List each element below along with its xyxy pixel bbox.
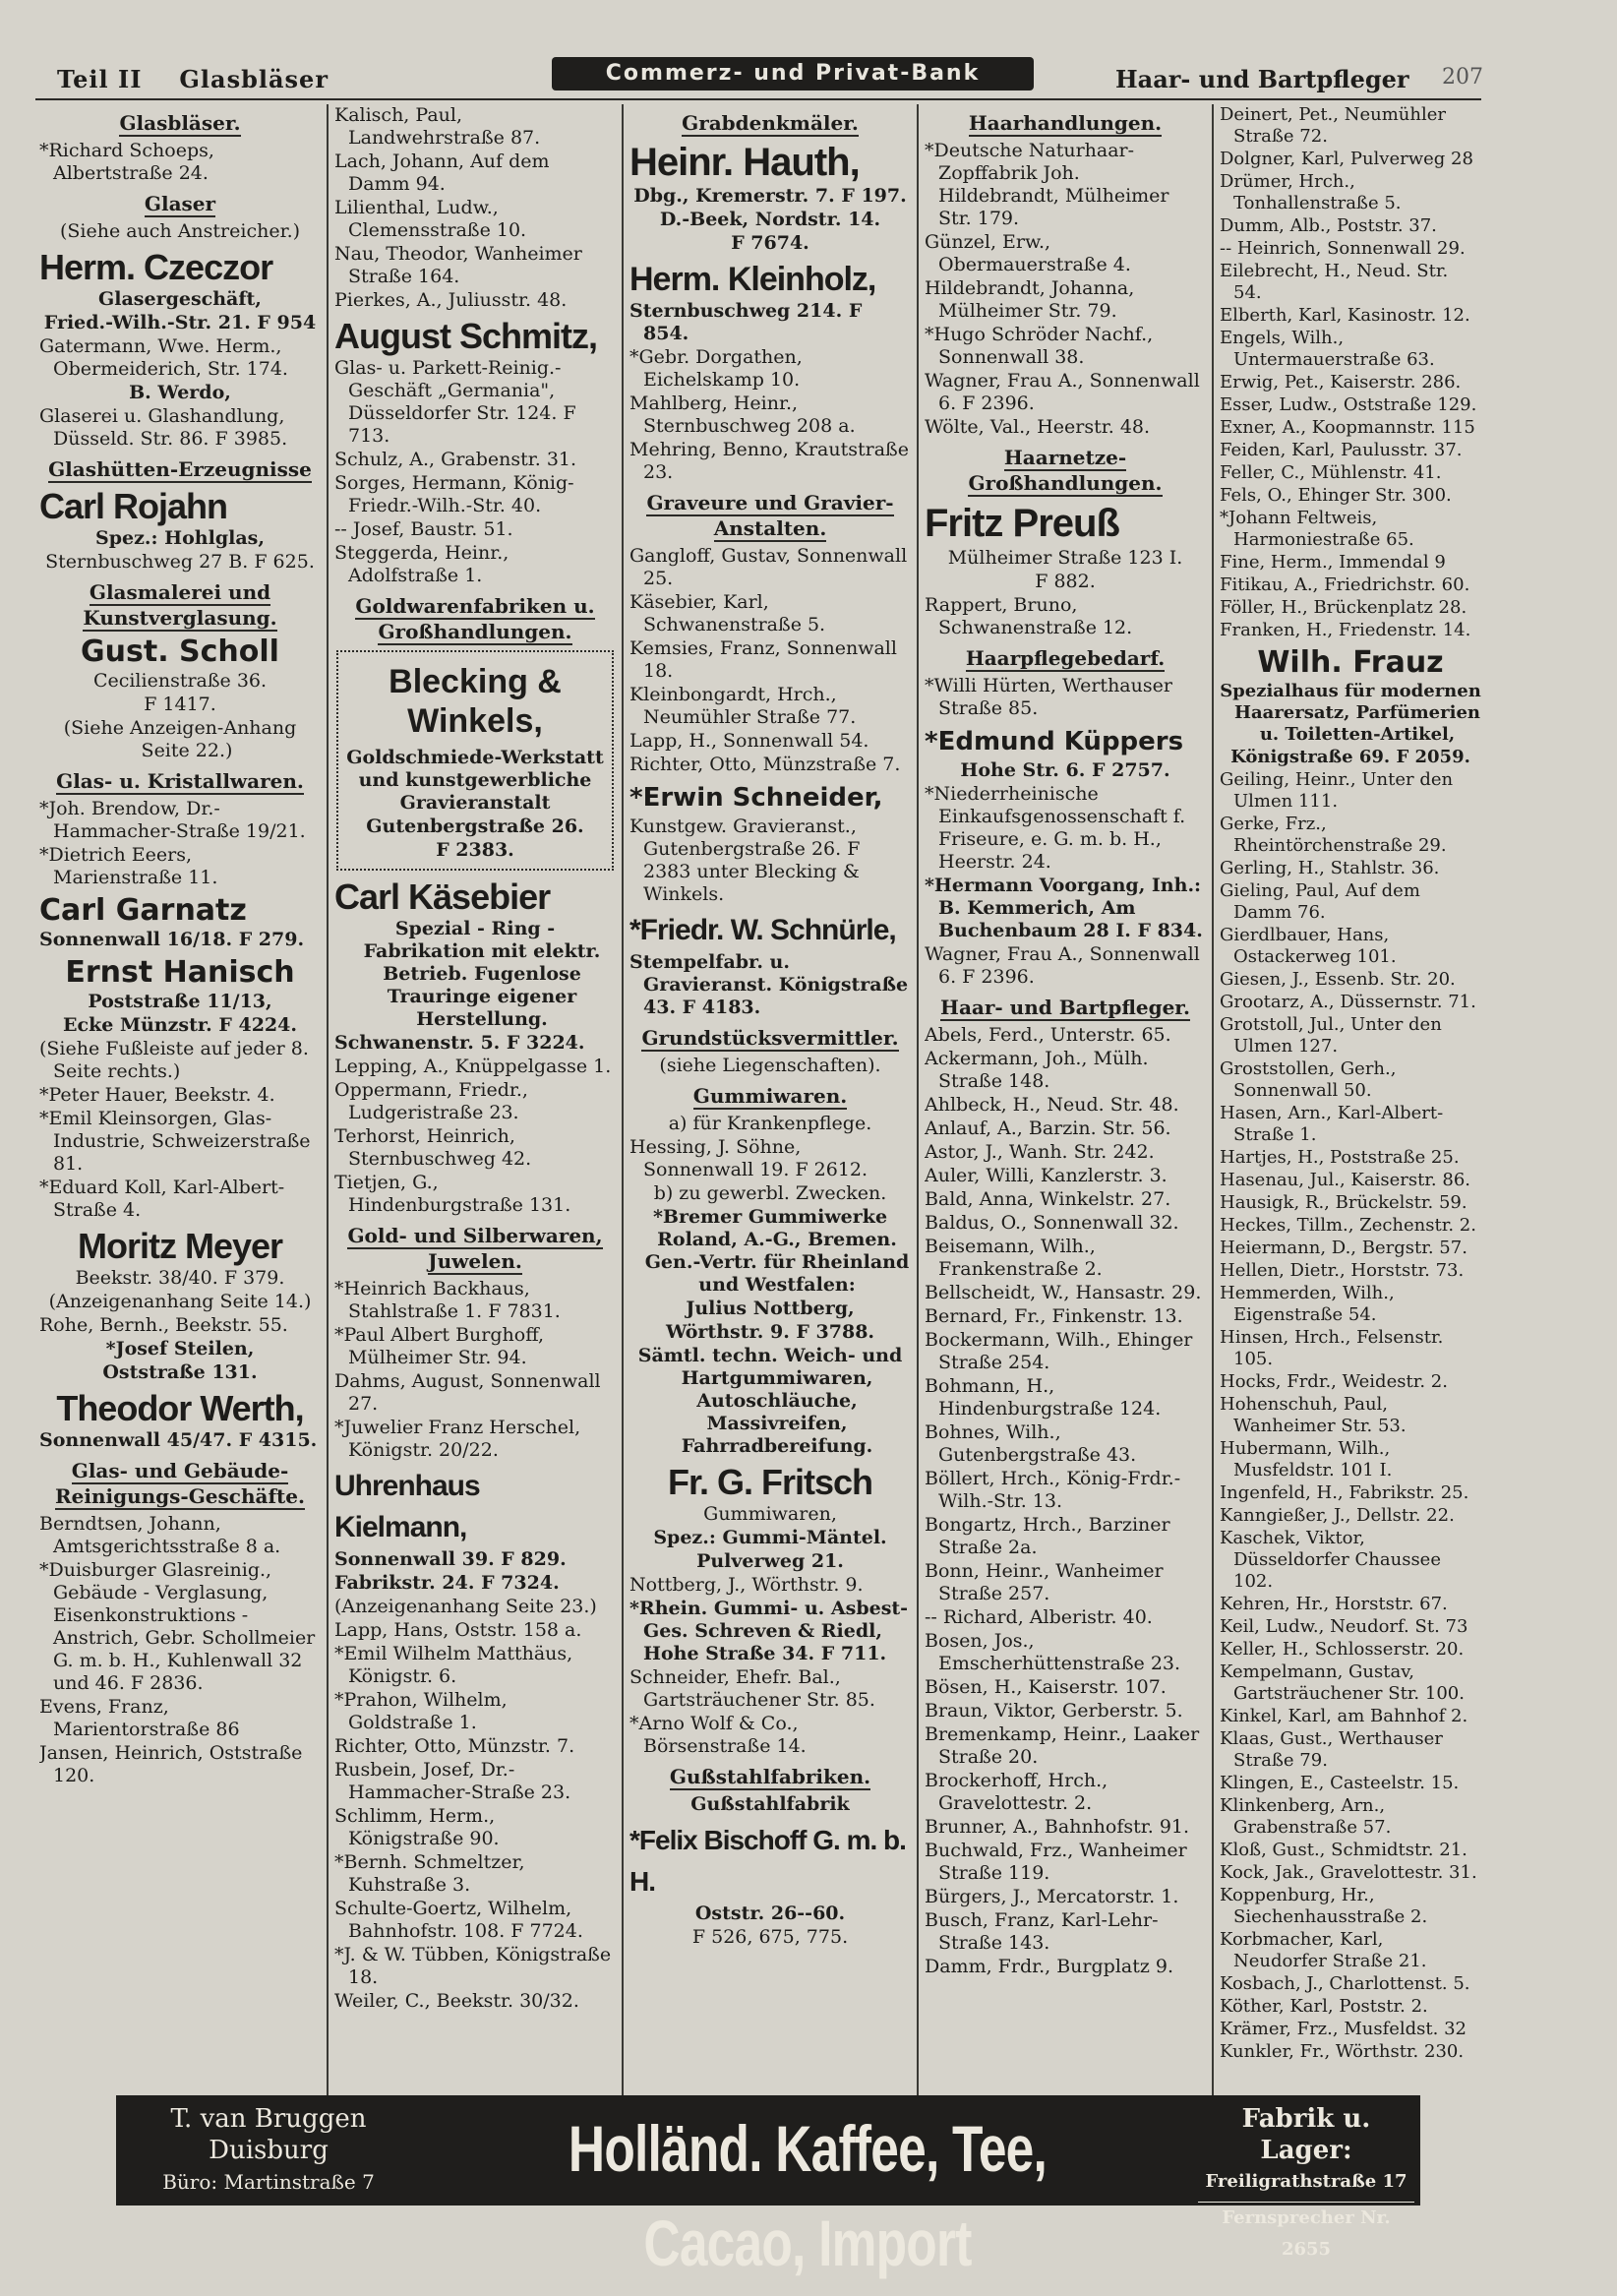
entry: Fried.-Wilh.-Str. 21. F 954 (43, 312, 317, 333)
advert-title: Blecking & Winkels, (389, 663, 562, 740)
entry: *Eduard Koll, Karl-Albert-Straße 4. (39, 1177, 285, 1221)
entry: D.-Beek, Nordstr. 14. (659, 209, 881, 230)
entry: Lepping, A., Knüppelgasse 1. (334, 1056, 612, 1077)
entry: Dumm, Alb., Poststr. 37. (1220, 215, 1437, 236)
entry: Mahlberg, Heinr., Sternbuschweg 208 a. (629, 393, 856, 437)
entry: Kunstgew. Gravieranst., Gutenbergstraße 26. F 2383 unter Blecking & Winkels. (629, 816, 861, 905)
entry: B. Werdo, (129, 382, 231, 403)
display-name: Carl Rojahn (39, 486, 228, 526)
entry: Heckes, Tillm., Zechenstr. 2. (1220, 1215, 1476, 1236)
entry: Kosbach, J., Charlottenst. 5. (1220, 1973, 1470, 1994)
entry: Gummiwaren, (703, 1503, 837, 1525)
entry: Hartjes, H., Poststraße 25. (1220, 1147, 1460, 1168)
column-5 (1220, 104, 1481, 2160)
entry: Richter, Otto, Münzstraße 7. (629, 754, 901, 775)
entry: Brunner, A., Bahnhofstr. 91. (925, 1816, 1190, 1838)
entry: *Prahon, Wilhelm, Goldstraße 1. (334, 1689, 508, 1733)
display-name: Uhrenhaus Kielmann, (334, 1470, 480, 1543)
section-heading: Haarpflegebedarf. (965, 646, 1166, 670)
entry: F 882. (1035, 571, 1096, 592)
entry: Fabrikstr. 24. F 7324. (334, 1572, 560, 1594)
entry: *Joh. Brendow, Dr.-Hammacher-Straße 19/21. (39, 798, 306, 842)
entry: Hausigk, R., Brückelstr. 59. (1220, 1192, 1467, 1213)
column-divider (1212, 104, 1214, 2160)
entry: Grootarz, A., Düssernstr. 71. (1220, 992, 1476, 1012)
entry: Oststraße 131. (102, 1361, 258, 1383)
entry: Beisemann, Wilh., Frankenstraße 2. (925, 1236, 1103, 1280)
entry: Fitikau, A., Friedrichstr. 60. (1220, 574, 1470, 595)
display-name: Theodor Werth, (56, 1388, 304, 1428)
column-divider (622, 104, 624, 2160)
entry: Lach, Johann, Auf dem Damm 94. (334, 151, 550, 195)
advert-line: Goldschmiede-Werkstatt und kunstgewerbliche Gravieranstalt (346, 747, 604, 814)
entry: (Anzeigenanhang Seite 14.) (48, 1291, 312, 1312)
entry: *Hermann Voorgang, Inh.: B. Kemmerich, Am Buchenbaum 28 I. F 834. (925, 875, 1203, 941)
entry: Ahlbeck, H., Neud. Str. 48. (925, 1094, 1179, 1116)
entry: Sonnenwall 39. F 829. (334, 1548, 567, 1570)
entry: Gangloff, Gustav, Sonnenwall 25. (629, 545, 908, 589)
column-1 (39, 104, 321, 2160)
entry: Schwanenstr. 5. F 3224. (334, 1032, 585, 1054)
entry: Bernard, Fr., Finkenstr. 13. (925, 1305, 1183, 1327)
entry: *J. & W. Tübben, Königstraße 18. (334, 1944, 612, 1988)
entry: Gerling, H., Stahlstr. 36. (1220, 858, 1440, 878)
entry: Ingenfeld, H., Fabrikstr. 25. (1220, 1482, 1469, 1503)
section-heading: Haar- und Bartpfleger. (940, 996, 1190, 1019)
entry: (Siehe Anzeigen-Anhang Seite 22.) (63, 717, 297, 761)
entry: Pulverweg 21. (696, 1550, 844, 1572)
entry: Bockermann, Wilh., Ehinger Straße 254. (925, 1329, 1193, 1373)
entry: Pierkes, A., Juliusstr. 48. (334, 289, 568, 311)
entry: *Niederrheinische Einkaufsgenossenschaft f. Friseure, e. G. m. b. H., Heerstr. 24. (925, 783, 1186, 873)
entry: Kemsies, Franz, Sonnenwall 18. (629, 637, 897, 682)
entry: Glaserei u. Glashandlung, Düsseld. Str. 86. F 3985. (39, 405, 288, 450)
entry: Schlimm, Herm., Königstraße 90. (334, 1805, 500, 1849)
advert-box (336, 650, 614, 871)
entry: Spez.: Gummi-Mäntel. (653, 1527, 887, 1548)
entry: Sternbuschweg 27 B. F 625. (45, 551, 315, 573)
entry: Hellen, Dietr., Horststr. 73. (1220, 1260, 1465, 1281)
entry: Evens, Franz, Marientorstraße 86 (39, 1696, 240, 1740)
page-number: 207 (1442, 65, 1483, 90)
display-name: Herm. Czeczor (39, 247, 273, 287)
display-name: *Felix Bischoff G. m. b. H. (629, 1825, 906, 1897)
entry: F 7674. (731, 232, 809, 254)
entry: *Hugo Schröder Nachf., Sonnenwall 38. (925, 324, 1154, 368)
entry: Buchwald, Frz., Wanheimer Straße 119. (925, 1840, 1187, 1884)
entry: Spez.: Hohlglas, (95, 527, 265, 549)
entry: (Siehe auch Anstreicher.) (59, 220, 301, 242)
entry: Gieling, Paul, Auf dem Damm 76. (1220, 880, 1420, 923)
entry: Gatermann, Wwe. Herm., Obermeiderich, Str. 174. (39, 335, 288, 380)
entry: Hubermann, Wilh., Musfeldstr. 101 I. (1220, 1438, 1393, 1480)
entry: Rohe, Bernh., Beekstr. 55. (39, 1314, 288, 1336)
entry: Grotstoll, Jul., Unter den Ulmen 127. (1220, 1014, 1442, 1057)
entry: Bald, Anna, Winkelstr. 27. (925, 1188, 1171, 1210)
entry: Gierdlbauer, Hans, Ostackerweg 101. (1220, 925, 1397, 967)
entry: (Siehe Fußleiste auf jeder 8. Seite rechts.) (39, 1038, 309, 1082)
advert-line: F 2383. (436, 839, 514, 861)
entry: Dolgner, Karl, Pulverweg 28 (1220, 149, 1473, 169)
entry: Kinkel, Karl, am Bahnhof 2. (1220, 1706, 1468, 1726)
entry: Bremenkamp, Heinr., Laaker Straße 20. (925, 1723, 1200, 1768)
entry: Kalisch, Paul, Landwehrstraße 87. (334, 104, 541, 149)
section-heading: Grundstücksvermittler. (641, 1026, 899, 1050)
entry: Korbmacher, Karl, Neudorfer Straße 21. (1220, 1929, 1427, 1971)
entry: *Heinrich Backhaus, Stahlstraße 1. F 7831. (334, 1278, 561, 1322)
entry: Bosen, Jos., Emscherhüttenstraße 23. (925, 1630, 1181, 1674)
entry: Glasergeschäft, (98, 288, 262, 310)
display-name: *Erwin Schneider, (629, 783, 883, 813)
entry: Rappert, Bruno, Schwanenstraße 12. (925, 594, 1133, 638)
column-divider (327, 104, 329, 2160)
entry: Böllert, Hrch., König-Frdr.-Wilh.-Str. 13. (925, 1468, 1181, 1512)
entry: Hildebrandt, Johanna, Mülheimer Str. 79. (925, 277, 1135, 322)
advert-line: Gutenbergstraße 26. (366, 816, 584, 837)
entry: Hohenschuh, Paul, Wanheimer Str. 53. (1220, 1394, 1407, 1436)
entry: Käsebier, Karl, Schwanenstraße 5. (629, 591, 826, 635)
display-name: *Friedr. W. Schnürle, (629, 914, 896, 946)
entry: Bohmann, H., Hindenburgstraße 124. (925, 1375, 1162, 1420)
entry: Damm, Frdr., Burgplatz 9. (925, 1956, 1174, 1977)
entry: Rusbein, Josef, Dr.-Hammacher-Straße 23. (334, 1759, 571, 1803)
banner-company: T. van Bruggen (170, 2104, 367, 2134)
column-3 (629, 104, 911, 2160)
entry: Abels, Ferd., Unterstr. 65. (925, 1024, 1171, 1046)
entry: *Duisburger Glasreinig., Gebäude - Verglasung, Eisenkonstruktions - Anstrich, Gebr. Schollmeier G. m. b. H., Kuhlenwall 32 und 46. F 2836. (39, 1559, 316, 1694)
entry: Bellscheidt, W., Hansastr. 29. (925, 1282, 1202, 1303)
section-heading: Goldwarenfabriken u. Großhandlungen. (355, 594, 595, 643)
entry: Weiler, C., Beekstr. 30/32. (334, 1990, 579, 2012)
display-name: Fr. G. Fritsch (667, 1462, 873, 1502)
entry: Esser, Ludw., Oststraße 129. (1220, 394, 1477, 415)
entry: Klinkenberg, Arn., Grabenstraße 57. (1220, 1795, 1392, 1838)
entry: Königstraße 69. F 2059. (1230, 747, 1470, 767)
entry: Klaas, Gust., Werthauser Straße 79. (1220, 1728, 1443, 1771)
entry: Glas- u. Parkett-Reinig.-Geschäft „Germania", Düsseldorfer Str. 124. F 713. (334, 357, 576, 447)
column-4 (925, 104, 1206, 2160)
entry: Kehren, Hr., Horststr. 67. (1220, 1594, 1448, 1614)
entry: *Juwelier Franz Herschel, Königstr. 20/22. (334, 1417, 581, 1461)
entry: Bohnes, Wilh., Gutenbergstraße 43. (925, 1421, 1137, 1466)
entry: *Paul Albert Burghoff, Mülheimer Str. 94. (334, 1324, 545, 1368)
entry: *Bernh. Schmeltzer, Kuhstraße 3. (334, 1851, 525, 1896)
header-rule (35, 98, 1481, 100)
entry: Geiling, Heinr., Unter den Ulmen 111. (1220, 769, 1454, 812)
entry: F 1417. (144, 694, 216, 715)
entry: Steggerda, Heinr., Adolfstraße 1. (334, 542, 509, 586)
entry: Bonn, Heinr., Wanheimer Straße 257. (925, 1560, 1164, 1604)
entry: Brockerhoff, Hrch., Gravelottestr. 2. (925, 1770, 1108, 1814)
entry: -- Heinrich, Sonnenwall 29. (1220, 238, 1466, 259)
entry: Kleinbongardt, Hrch., Neumühler Straße 77. (629, 684, 857, 728)
section-heading: Glashütten-Erzeugnisse (48, 457, 312, 481)
section-heading: Gußstahlfabriken. (669, 1765, 871, 1788)
entry: Wölte, Val., Heerstr. 48. (925, 416, 1151, 438)
header-left-section: Glasbläser (179, 65, 329, 93)
entry: *Dietrich Eeers, Marienstraße 11. (39, 844, 218, 888)
banner-city: Duisburg (209, 2136, 329, 2165)
entry: Julius Nottberg, (686, 1298, 855, 1319)
display-name: August Schmitz, (334, 316, 598, 356)
entry: Auler, Willi, Kanzlerstr. 3. (925, 1165, 1168, 1186)
footer-advert-banner (116, 2095, 1420, 2279)
entry: a) für Krankenpflege. (668, 1113, 872, 1134)
display-name: *Edmund Küppers (925, 727, 1184, 756)
entry: Spezial - Ring - Fabrikation mit elektr. Betrieb. Fugenlose Trauringe eigener Herstellung. (363, 918, 601, 1030)
entry: Berndtsen, Johann, Amtsgerichtsstraße 8 a. (39, 1513, 281, 1557)
entry: Schneider, Ehefr. Bal., Gartsträuchener Str. 85. (629, 1666, 875, 1711)
entry: *Peter Hauer, Beekstr. 4. (39, 1084, 275, 1106)
entry: Mülheimer Straße 123 I. (947, 547, 1183, 569)
entry: Dbg., Kremerstr. 7. F 197. (633, 185, 907, 207)
entry: Oppermann, Friedr., Ludgeristraße 23. (334, 1079, 528, 1123)
entry: *Arno Wolf & Co., Börsenstraße 14. (629, 1713, 807, 1757)
entry: Nau, Theodor, Wanheimer Straße 164. (334, 243, 582, 287)
entry: Erwig, Pet., Kaiserstr. 286. (1220, 372, 1462, 393)
display-name: Herm. Kleinholz, (629, 261, 876, 298)
entry: Tietjen, G., Hindenburgstraße 131. (334, 1172, 571, 1216)
entry: (siehe Liegenschaften). (659, 1055, 881, 1076)
banner-street: Freiligrathstraße 17 (1205, 2171, 1407, 2192)
entry: Fels, O., Ehinger Str. 300. (1220, 485, 1452, 506)
entry: Kanngießer, J., Dellstr. 22. (1220, 1505, 1455, 1526)
header-part: Teil II (57, 65, 143, 93)
entry: F 526, 675, 775. (691, 1926, 849, 1948)
entry: *Emil Wilhelm Matthäus, Königstr. 6. (334, 1643, 573, 1687)
entry: Lapp, H., Sonnenwall 54. (629, 730, 869, 752)
entry: Elberth, Karl, Kasinostr. 12. (1220, 305, 1470, 326)
section-heading: Glas- und Gebäude-Reinigungs-Geschäfte. (55, 1459, 305, 1508)
entry: (Anzeigenanhang Seite 23.) (334, 1596, 597, 1617)
entry: Hemmerden, Wilh., Eigenstraße 54. (1220, 1283, 1395, 1325)
entry: Stempelfabr. u. Gravieranst. Königstraße 43. F 4183. (629, 951, 909, 1018)
entry: *Deutsche Naturhaar-Zopffabrik Joh. Hildebrandt, Mülheimer Str. 179. (925, 140, 1169, 229)
entry: Groststollen, Gerh., Sonnenwall 50. (1220, 1058, 1397, 1101)
entry: Lapp, Hans, Oststr. 158 a. (334, 1619, 582, 1641)
entry: *Willi Hürten, Werthauser Straße 85. (925, 675, 1172, 719)
entry: Exner, A., Koopmannstr. 115 (1220, 417, 1475, 438)
display-name: Carl Käsebier (334, 876, 551, 917)
entry: Oststr. 26--60. (694, 1903, 846, 1924)
entry: Beekstr. 38/40. F 379. (75, 1267, 285, 1289)
display-name: Wilh. Frauz (1257, 645, 1444, 680)
entry: Hinsen, Hrch., Felsenstr. 105. (1220, 1327, 1444, 1369)
header-right-section: Haar- und Bartpfleger (1115, 65, 1409, 93)
entry: Sternbuschweg 214. F 854. (629, 300, 863, 344)
entry: Bösen, H., Kaiserstr. 107. (925, 1676, 1167, 1698)
entry: *Bremer Gummiwerke Roland, A.-G., Bremen. Gen.-Vertr. für Rheinland und Westfalen: (644, 1206, 910, 1296)
entry: Schulte-Goertz, Wilhelm, Bahnhofstr. 108. F 7724. (334, 1898, 583, 1942)
section-heading: Graveure und Gravier-Anstalten. (646, 491, 894, 540)
header-bank-banner: Commerz- und Privat-Bank (552, 57, 1034, 91)
entry: Dahms, August, Sonnenwall 27. (334, 1370, 601, 1415)
entry: Schulz, A., Grabenstr. 31. (334, 449, 577, 470)
entry: Ackermann, Joh., Mülh. Straße 148. (925, 1048, 1149, 1092)
banner-phone: Fernsprecher Nr. 2655 (1198, 2202, 1414, 2266)
entry: Anlauf, A., Barzin. Str. 56. (925, 1118, 1171, 1139)
entry: *Richard Schoeps, Albertstraße 24. (39, 140, 214, 184)
entry: *Emil Kleinsorgen, Glas-Industrie, Schweizerstraße 81. (39, 1108, 311, 1175)
display-name: Moritz Meyer (77, 1226, 283, 1266)
entry: Poststraße 11/13, (88, 991, 272, 1012)
entry: *Josef Steilen, (105, 1338, 255, 1359)
banner-factory: Fabrik u. Lager: (1241, 2104, 1371, 2165)
entry: Günzel, Erw., Obermauerstraße 4. (925, 231, 1131, 275)
page-header (35, 57, 1481, 96)
banner-right (1198, 2103, 1414, 2266)
entry: Deinert, Pet., Neumühler Straße 72. (1220, 104, 1446, 147)
entry: b) zu gewerbl. Zwecken. (653, 1182, 887, 1204)
entry: Krämer, Frz., Musfeldst. 32 (1220, 2019, 1467, 2039)
display-name: Carl Garnatz (39, 893, 247, 928)
entry: Hocks, Frdr., Weidestr. 2. (1220, 1371, 1448, 1392)
display-name: Fritz Preuß (925, 502, 1119, 545)
entry: Fine, Herm., Immendal 9 (1220, 552, 1446, 573)
section-heading: Gummiwaren. (692, 1084, 848, 1108)
entry: Wagner, Frau A., Sonnenwall 6. F 2396. (925, 370, 1200, 414)
entry: Giesen, J., Essenb. Str. 20. (1220, 969, 1456, 990)
entry: Hohe Str. 6. F 2757. (960, 759, 1170, 781)
entry: Ecke Münzstr. F 4224. (63, 1014, 297, 1036)
section-heading: Haarnetze-Großhandlungen. (968, 446, 1163, 495)
entry: Busch, Franz, Karl-Lehr-Straße 143. (925, 1909, 1159, 1954)
entry: Kaschek, Viktor, Düsseldorfer Chaussee 102. (1220, 1528, 1441, 1592)
entry: Franken, H., Friedenstr. 14. (1220, 620, 1471, 640)
entry: Keller, H., Schlosserstr. 20. (1220, 1639, 1465, 1660)
display-name: Ernst Hanisch (65, 955, 295, 990)
entry: Hessing, J. Söhne, Sonnenwall 19. F 2612. (629, 1136, 868, 1180)
entry: Hasen, Arn., Karl-Albert-Straße 1. (1220, 1103, 1444, 1145)
entry: Klingen, E., Casteelstr. 15. (1220, 1773, 1460, 1793)
entry: *Johann Feltweis, Harmoniestraße 65. (1220, 508, 1414, 550)
entry: Kempelmann, Gustav, Gartsträuchener Str. 100. (1220, 1662, 1465, 1704)
column-2 (334, 104, 616, 2160)
entry: Sämtl. techn. Weich- und Hartgummiwaren, Autoschläuche, Massivreifen, Fahrradbereifung. (637, 1345, 903, 1457)
entry: -- Josef, Baustr. 51. (334, 518, 513, 540)
entry: Keil, Ludw., Neudorf. St. 73 (1220, 1616, 1468, 1637)
entry: Wörthstr. 9. F 3788. (665, 1321, 875, 1343)
entry: -- Richard, Alberistr. 40. (925, 1606, 1153, 1628)
section-heading: Glas- u. Kristallwaren. (56, 769, 304, 793)
entry: Koppenburg, Hr., Siechenhausstraße 2. (1220, 1885, 1428, 1927)
entry: Jansen, Heinrich, Oststraße 120. (39, 1742, 303, 1786)
entry: Feller, C., Mühlenstr. 41. (1220, 462, 1442, 483)
entry: Baldus, O., Sonnenwall 32. (925, 1212, 1179, 1234)
entry: Hasenau, Jul., Kaiserstr. 86. (1220, 1170, 1471, 1190)
entry: Sonnenwall 16/18. F 279. (39, 929, 305, 950)
section-heading: Haarhandlungen. (968, 111, 1163, 135)
column-divider (917, 104, 919, 2160)
entry: Heiermann, D., Bergstr. 57. (1220, 1238, 1467, 1258)
section-heading: Glasbläser. (119, 111, 241, 135)
directory-page (35, 57, 1481, 2251)
entry: Terhorst, Heinrich, Sternbuschweg 42. (334, 1125, 532, 1170)
entry: Nottberg, J., Wörthstr. 9. (629, 1574, 864, 1596)
entry: Astor, J., Wanh. Str. 242. (925, 1141, 1155, 1163)
entry: Feiden, Karl, Paulusstr. 37. (1220, 440, 1463, 460)
entry: Braun, Viktor, Gerberstr. 5. (925, 1700, 1183, 1722)
section-heading: Grabdenkmäler. (682, 111, 859, 135)
display-name: Heinr. Hauth, (629, 141, 860, 184)
entry: Bürgers, J., Mercatorstr. 1. (925, 1886, 1179, 1907)
banner-office: Büro: Martinstraße 7 (162, 2170, 375, 2194)
entry: Köther, Karl, Poststr. 2. (1220, 1996, 1428, 2017)
entry: Engels, Wilh., Untermauerstraße 63. (1220, 328, 1435, 370)
entry: Drümer, Hrch., Tonhallenstraße 5. (1220, 171, 1402, 213)
section-heading: Glasmalerei und Kunstverglasung. (83, 580, 277, 630)
entry: Mehring, Benno, Krautstraße 23. (629, 439, 909, 483)
entry: Richter, Otto, Münzstr. 7. (334, 1735, 575, 1757)
entry: Lilienthal, Ludw., Clemensstraße 10. (334, 197, 527, 241)
entry: Sonnenwall 45/47. F 4315. (39, 1429, 318, 1451)
header-left (57, 65, 366, 93)
entry: Föller, H., Brückenplatz 28. (1220, 597, 1467, 618)
section-heading: Glaser (144, 192, 216, 215)
entry: Cecilienstraße 36. (92, 670, 268, 692)
entry: Kloß, Gust., Schmidtstr. 21. (1220, 1840, 1467, 1860)
entry: *Rhein. Gummi- u. Asbest-Ges. Schreven & Riedl, Hohe Straße 34. F 711. (629, 1598, 909, 1664)
entry: Gerke, Frz., Rheintörchenstraße 29. (1220, 814, 1447, 856)
display-name: Gust. Scholl (81, 634, 279, 669)
entry: Gußstahlfabrik (690, 1793, 850, 1815)
entry: Eilebrecht, H., Neud. Str. 54. (1220, 261, 1449, 303)
entry: Kunkler, Fr., Wörthstr. 230. (1220, 2041, 1465, 2062)
entry: Wagner, Frau A., Sonnenwall 6. F 2396. (925, 943, 1200, 988)
entry: Kock, Jak., Gravelottestr. 31. (1220, 1862, 1477, 1883)
entry: *Gebr. Dorgathen, Eichelskamp 10. (629, 346, 803, 391)
entry: Spezialhaus für modernen Haarersatz, Parfümerien u. Toiletten-Artikel, (1220, 681, 1481, 745)
entry: Bongartz, Hrch., Barziner Straße 2a. (925, 1514, 1170, 1558)
section-heading: Gold- und Silberwaren, Juwelen. (347, 1224, 603, 1273)
entry: Sorges, Hermann, König-Friedr.-Wilh.-Str. 40. (334, 472, 574, 516)
banner-slogan: Holländ. Kaffee, Tee, Cacao, Import (568, 2112, 1048, 2279)
banner-left (116, 2103, 421, 2198)
